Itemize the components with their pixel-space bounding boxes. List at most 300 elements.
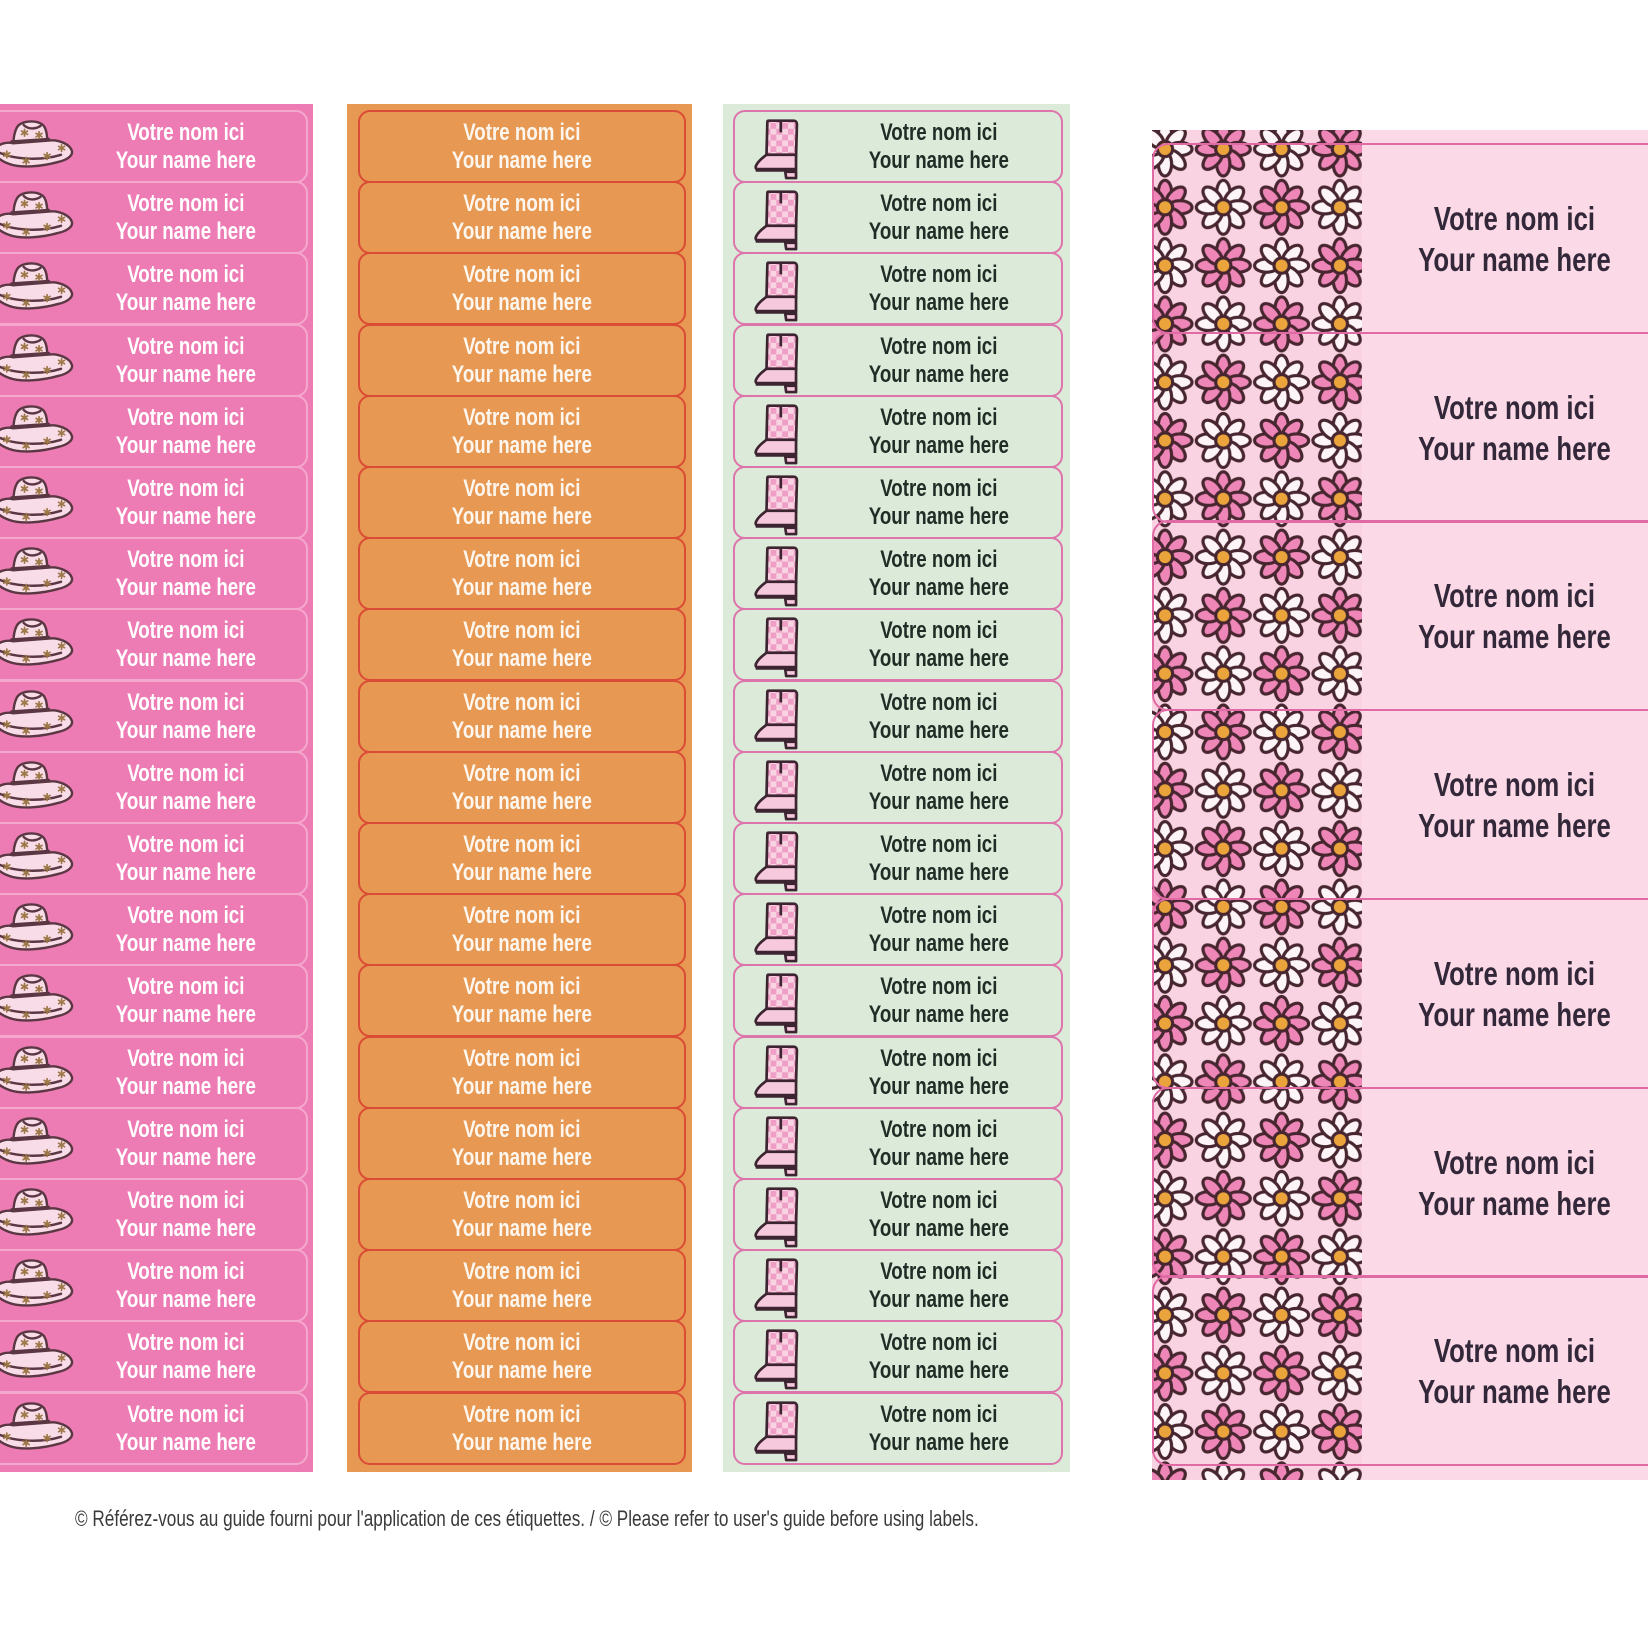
label-line-en: Your name here [1417,1372,1611,1410]
name-label-orange [358,751,686,824]
name-label-orange [358,395,686,468]
label-line-en: Your name here [115,1072,257,1100]
label-line-en: Your name here [868,858,1010,886]
label-line-fr: Votre nom ici [880,616,998,644]
label-line-fr: Votre nom ici [463,474,581,502]
name-label-pink-hat [0,1249,308,1322]
name-label-pink-hat [0,1107,308,1180]
name-label-mint-boot [733,110,1063,183]
label-line-fr: Votre nom ici [880,688,998,716]
label-text [76,682,296,751]
label-line-fr: Votre nom ici [880,332,998,360]
label-line-en: Your name here [868,1072,1010,1100]
label-line-en: Your name here [868,217,1010,245]
label-text [368,539,676,608]
label-line-en: Your name here [451,217,593,245]
label-line-en: Your name here [115,360,257,388]
label-text [823,824,1055,893]
label-line-en: Your name here [868,1000,1010,1028]
name-label-mint-boot [733,252,1063,325]
label-line-en: Your name here [115,1143,257,1171]
label-line-en: Your name here [115,644,257,672]
name-label-orange [358,1320,686,1393]
label-line-en: Your name here [115,573,257,601]
label-text [1364,1089,1648,1276]
name-label-pink-hat [0,1036,308,1109]
label-text [823,468,1055,537]
label-line-fr: Votre nom ici [127,901,245,929]
cowboy-hat-icon [0,333,84,391]
label-line-fr: Votre nom ici [463,1115,581,1143]
name-label-orange [358,324,686,397]
cowboy-boot-icon [753,543,805,608]
cowboy-boot-icon [753,330,805,395]
label-text [823,254,1055,323]
label-text [1364,711,1648,898]
label-line-fr: Votre nom ici [463,830,581,858]
label-line-fr: Votre nom ici [880,1328,998,1356]
label-line-fr: Votre nom ici [880,1115,998,1143]
label-line-fr: Votre nom ici [463,1044,581,1072]
label-text [823,112,1055,181]
label-text [368,1251,676,1320]
label-text [368,895,676,964]
name-label-daisy [1152,332,1648,523]
label-line-fr: Votre nom ici [880,545,998,573]
label-line-en: Your name here [1417,429,1611,467]
label-text [368,1109,676,1178]
label-text [368,397,676,466]
cowboy-boot-icon [753,1113,805,1178]
label-line-en: Your name here [115,1214,257,1242]
name-label-daisy [1152,709,1648,900]
label-line-en: Your name here [868,787,1010,815]
cowboy-hat-icon [0,1329,84,1387]
labels-column-pink-cowboy-hat [0,104,313,1472]
label-text [368,1038,676,1107]
cowboy-boot-icon [753,686,805,751]
label-text [368,1394,676,1463]
label-text [823,183,1055,252]
cowboy-boot-icon [753,1255,805,1320]
name-label-pink-hat [0,751,308,824]
name-label-orange [358,822,686,895]
label-line-en: Your name here [868,573,1010,601]
name-label-pink-hat [0,822,308,895]
cowboy-boot-icon [753,1398,805,1463]
label-line-fr: Votre nom ici [880,901,998,929]
label-line-fr: Votre nom ici [463,1186,581,1214]
cowboy-hat-icon [0,689,84,747]
name-label-orange [358,893,686,966]
name-label-daisy [1152,1275,1648,1466]
label-text [76,254,296,323]
name-label-mint-boot [733,964,1063,1037]
label-line-fr: Votre nom ici [880,1186,998,1214]
label-line-fr: Votre nom ici [463,688,581,716]
name-label-pink-hat [0,893,308,966]
label-line-en: Your name here [868,716,1010,744]
name-label-mint-boot [733,537,1063,610]
cowboy-hat-icon [0,1116,84,1174]
label-line-en: Your name here [115,1000,257,1028]
label-line-en: Your name here [115,288,257,316]
cowboy-boot-icon [753,970,805,1035]
label-text [76,1109,296,1178]
label-text [76,824,296,893]
labels-column-orange [347,104,692,1472]
name-label-daisy [1152,1087,1648,1278]
label-text [368,966,676,1035]
label-line-fr: Votre nom ici [463,972,581,1000]
cowboy-boot-icon [753,187,805,252]
cowboy-boot-icon [753,116,805,181]
cowboy-hat-icon [0,190,84,248]
name-label-pink-hat [0,1392,308,1465]
label-line-en: Your name here [115,1356,257,1384]
label-line-fr: Votre nom ici [1433,576,1595,614]
label-line-fr: Votre nom ici [127,545,245,573]
name-label-mint-boot [733,324,1063,397]
label-line-en: Your name here [451,858,593,886]
label-line-fr: Votre nom ici [463,118,581,146]
label-line-fr: Votre nom ici [127,972,245,1000]
name-label-orange [358,537,686,610]
label-line-fr: Votre nom ici [127,260,245,288]
usage-note [75,1506,1234,1532]
label-text [823,610,1055,679]
label-line-en: Your name here [451,288,593,316]
label-line-fr: Votre nom ici [127,1328,245,1356]
label-line-en: Your name here [451,1000,593,1028]
label-line-fr: Votre nom ici [880,972,998,1000]
label-text [368,610,676,679]
label-line-fr: Votre nom ici [880,118,998,146]
label-line-fr: Votre nom ici [127,616,245,644]
label-text [823,539,1055,608]
cowboy-boot-icon [753,828,805,893]
cowboy-hat-icon [0,831,84,889]
name-label-daisy [1152,520,1648,711]
cowboy-boot-icon [753,1184,805,1249]
label-text [76,895,296,964]
label-line-en: Your name here [1417,240,1611,278]
cowboy-hat-icon [0,1401,84,1459]
name-label-orange [358,181,686,254]
label-line-en: Your name here [115,1285,257,1313]
label-line-en: Your name here [451,360,593,388]
label-text [76,610,296,679]
label-line-fr: Votre nom ici [127,1044,245,1072]
label-line-en: Your name here [115,217,257,245]
label-text [823,1180,1055,1249]
name-label-pink-hat [0,395,308,468]
name-label-pink-hat [0,181,308,254]
label-line-fr: Votre nom ici [880,474,998,502]
label-text [368,468,676,537]
cowboy-hat-icon [0,760,84,818]
label-line-en: Your name here [451,431,593,459]
label-text [823,966,1055,1035]
label-text [823,753,1055,822]
label-line-fr: Votre nom ici [127,1115,245,1143]
label-line-fr: Votre nom ici [127,1257,245,1285]
name-label-daisy [1152,143,1648,334]
name-label-pink-hat [0,680,308,753]
label-line-fr: Votre nom ici [463,545,581,573]
label-line-fr: Votre nom ici [463,901,581,929]
label-text [823,326,1055,395]
label-line-fr: Votre nom ici [880,759,998,787]
label-text [823,1038,1055,1107]
label-line-fr: Votre nom ici [127,474,245,502]
cowboy-hat-icon [0,475,84,533]
label-line-fr: Votre nom ici [127,830,245,858]
cowboy-hat-icon [0,1045,84,1103]
label-line-en: Your name here [868,360,1010,388]
label-text [76,112,296,181]
label-line-fr: Votre nom ici [463,403,581,431]
label-line-fr: Votre nom ici [1433,388,1595,426]
label-line-fr: Votre nom ici [463,1400,581,1428]
name-label-orange [358,1036,686,1109]
name-label-mint-boot [733,893,1063,966]
label-line-fr: Votre nom ici [463,260,581,288]
label-text [76,326,296,395]
name-label-orange [358,964,686,1037]
label-line-en: Your name here [451,929,593,957]
label-line-fr: Votre nom ici [127,1186,245,1214]
name-label-mint-boot [733,1178,1063,1251]
label-text [1364,145,1648,332]
name-label-orange [358,252,686,325]
name-label-pink-hat [0,252,308,325]
name-label-mint-boot [733,608,1063,681]
cowboy-hat-icon [0,617,84,675]
cowboy-boot-icon [753,1042,805,1107]
label-line-fr: Votre nom ici [880,1044,998,1072]
label-line-fr: Votre nom ici [880,403,998,431]
label-line-en: Your name here [868,1356,1010,1384]
label-text [368,753,676,822]
name-label-orange [358,1178,686,1251]
name-label-mint-boot [733,1392,1063,1465]
label-line-en: Your name here [115,502,257,530]
name-label-orange [358,608,686,681]
name-label-pink-hat [0,466,308,539]
labels-column-pink-daisy [1152,130,1648,1480]
cowboy-boot-icon [753,401,805,466]
label-line-en: Your name here [451,1214,593,1242]
label-text [76,966,296,1035]
label-text [1364,522,1648,709]
cowboy-boot-icon [753,258,805,323]
cowboy-boot-icon [753,757,805,822]
name-label-mint-boot [733,466,1063,539]
label-line-en: Your name here [451,573,593,601]
name-label-mint-boot [733,1107,1063,1180]
label-line-fr: Votre nom ici [463,759,581,787]
labels-column-mint-cowboy-boot [723,104,1070,1472]
label-line-en: Your name here [868,644,1010,672]
label-line-en: Your name here [1417,617,1611,655]
name-label-pink-hat [0,537,308,610]
label-line-en: Your name here [868,1428,1010,1456]
label-text [76,397,296,466]
name-label-mint-boot [733,1036,1063,1109]
label-line-fr: Votre nom ici [880,260,998,288]
label-line-fr: Votre nom ici [127,332,245,360]
label-line-en: Your name here [451,1356,593,1384]
label-line-en: Your name here [868,1143,1010,1171]
label-line-fr: Votre nom ici [1433,1331,1595,1369]
label-line-en: Your name here [868,502,1010,530]
label-line-en: Your name here [115,1428,257,1456]
label-line-en: Your name here [115,146,257,174]
label-line-fr: Votre nom ici [463,1328,581,1356]
label-text [76,753,296,822]
label-line-en: Your name here [451,1428,593,1456]
label-line-en: Your name here [868,288,1010,316]
label-line-en: Your name here [1417,1184,1611,1222]
label-text [823,1109,1055,1178]
cowboy-boot-icon [753,899,805,964]
label-line-en: Your name here [451,644,593,672]
label-text [76,183,296,252]
label-line-fr: Votre nom ici [880,1400,998,1428]
cowboy-boot-icon [753,472,805,537]
label-line-fr: Votre nom ici [463,189,581,217]
name-label-orange [358,110,686,183]
cowboy-hat-icon [0,1258,84,1316]
label-text [76,1038,296,1107]
label-line-en: Your name here [115,716,257,744]
label-line-en: Your name here [868,1285,1010,1313]
name-label-mint-boot [733,822,1063,895]
label-line-en: Your name here [868,146,1010,174]
label-line-fr: Votre nom ici [127,403,245,431]
label-text [823,397,1055,466]
label-line-en: Your name here [451,1143,593,1171]
label-line-en: Your name here [868,431,1010,459]
cowboy-hat-icon [0,119,84,177]
name-label-mint-boot [733,395,1063,468]
name-label-pink-hat [0,110,308,183]
label-line-fr: Votre nom ici [127,1400,245,1428]
label-line-fr: Votre nom ici [463,332,581,360]
label-line-en: Your name here [868,929,1010,957]
label-line-en: Your name here [115,929,257,957]
label-line-fr: Votre nom ici [880,1257,998,1285]
label-line-fr: Votre nom ici [1433,1143,1595,1181]
label-text [1364,334,1648,521]
label-text [823,1322,1055,1391]
label-line-en: Your name here [115,787,257,815]
label-text [76,539,296,608]
label-text [368,682,676,751]
label-text [823,1251,1055,1320]
label-line-en: Your name here [451,1285,593,1313]
label-line-fr: Votre nom ici [880,830,998,858]
label-line-fr: Votre nom ici [127,189,245,217]
label-line-en: Your name here [115,431,257,459]
label-line-fr: Votre nom ici [127,759,245,787]
label-text [368,326,676,395]
label-line-fr: Votre nom ici [1433,954,1595,992]
label-text [1364,1277,1648,1464]
label-text [823,895,1055,964]
name-label-mint-boot [733,751,1063,824]
label-line-en: Your name here [451,146,593,174]
label-line-en: Your name here [451,787,593,815]
label-text [76,1180,296,1249]
cowboy-hat-icon [0,973,84,1031]
name-label-orange [358,466,686,539]
name-label-daisy [1152,898,1648,1089]
name-label-pink-hat [0,608,308,681]
label-text [368,254,676,323]
label-line-fr: Votre nom ici [1433,199,1595,237]
label-text [823,1394,1055,1463]
cowboy-hat-icon [0,261,84,319]
label-line-en: Your name here [868,1214,1010,1242]
label-text [76,1394,296,1463]
cowboy-boot-icon [753,614,805,679]
label-text [368,1180,676,1249]
cowboy-hat-icon [0,1187,84,1245]
label-line-en: Your name here [115,858,257,886]
label-line-en: Your name here [451,1072,593,1100]
name-label-orange [358,680,686,753]
label-line-fr: Votre nom ici [1433,765,1595,803]
label-line-en: Your name here [1417,806,1611,844]
cowboy-hat-icon [0,404,84,462]
label-text [368,824,676,893]
name-label-orange [358,1107,686,1180]
label-text [368,1322,676,1391]
label-line-fr: Votre nom ici [127,118,245,146]
name-label-pink-hat [0,324,308,397]
label-text [823,682,1055,751]
label-text [76,468,296,537]
name-label-mint-boot [733,680,1063,753]
name-label-mint-boot [733,181,1063,254]
name-label-pink-hat [0,964,308,1037]
label-line-fr: Votre nom ici [127,688,245,716]
label-text [76,1251,296,1320]
cowboy-boot-icon [753,1326,805,1391]
label-line-fr: Votre nom ici [880,189,998,217]
name-label-pink-hat [0,1178,308,1251]
name-label-orange [358,1392,686,1465]
label-line-en: Your name here [1417,995,1611,1033]
label-line-fr: Votre nom ici [463,616,581,644]
name-label-mint-boot [733,1249,1063,1322]
label-line-en: Your name here [451,716,593,744]
name-label-orange [358,1249,686,1322]
label-text [368,183,676,252]
cowboy-hat-icon [0,902,84,960]
label-text [1364,900,1648,1087]
label-text [76,1322,296,1391]
name-label-pink-hat [0,1320,308,1393]
usage-note-text: © Référez-vous au guide fourni pour l'application de ces étiquettes. / © Please refer to user's guide before using labels. [75,1506,979,1531]
name-label-mint-boot [733,1320,1063,1393]
label-line-en: Your name here [451,502,593,530]
cowboy-hat-icon [0,546,84,604]
label-line-fr: Votre nom ici [463,1257,581,1285]
label-text [368,112,676,181]
